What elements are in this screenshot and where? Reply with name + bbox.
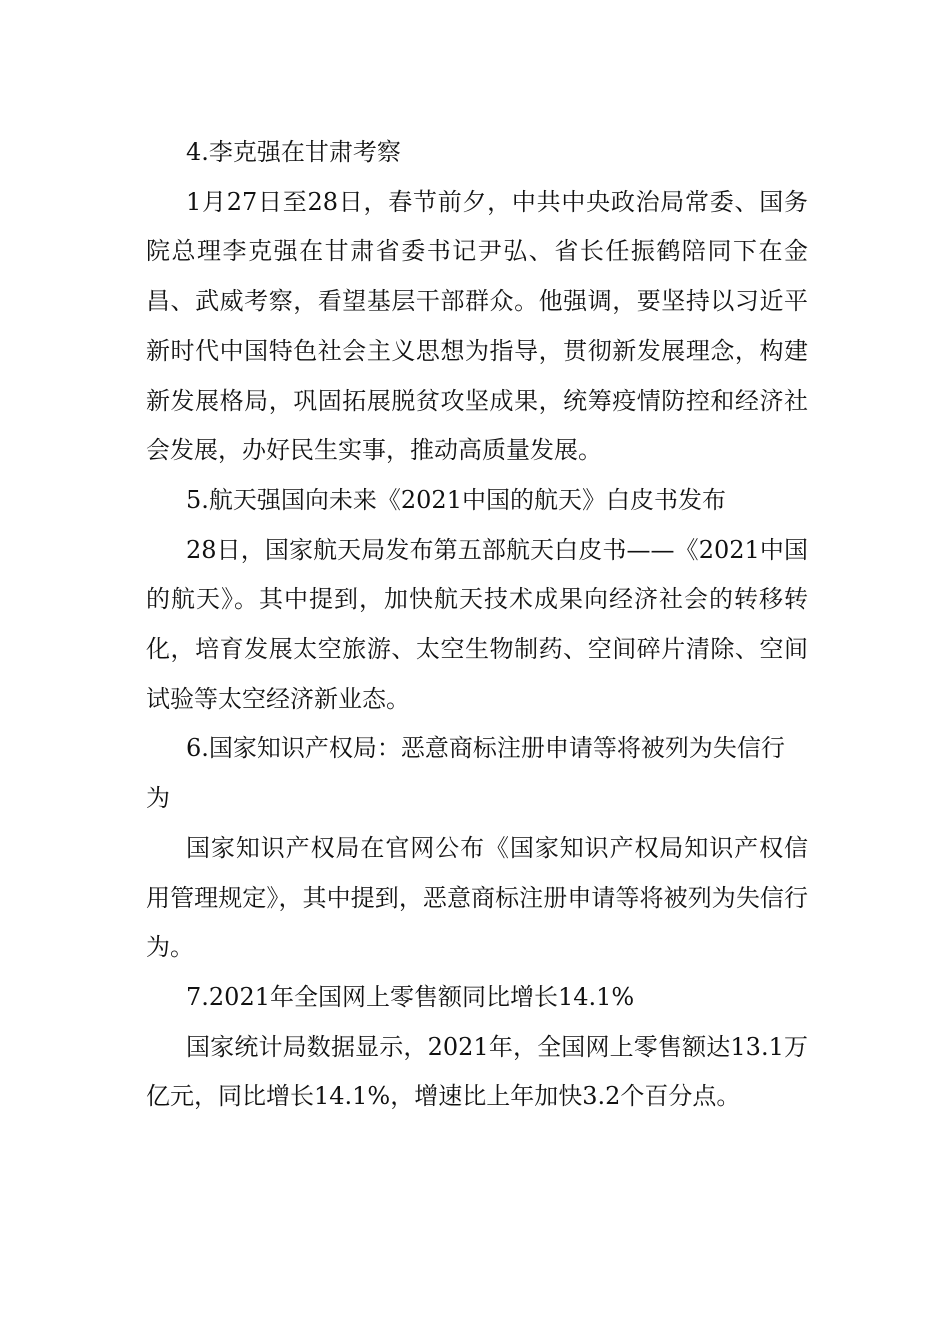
- item-4-body: 1月27日至28日，春节前夕，中共中央政治局常委、国务院总理李克强在甘肃省委书记尹弘、省长任振鹤陪同下在金昌、武威考察，看望基层干部群众。他强调，要坚持以习近平新时代中国特色社会主义思想为指导，贯彻新发展理念，构建新发展格局，巩固拓展脱贫攻坚成果，统筹疫情防控和经济社会发展，办好民生实事，推动高质量发展。: [146, 187, 808, 465]
- item-7-heading: 7.2021年全国网上零售额同比增长14.1%: [186, 982, 635, 1011]
- item-5-heading: 5.航天强国向未来《2021中国的航天》白皮书发布: [186, 485, 726, 514]
- item-7-body: 国家统计局数据显示，2021年，全国网上零售额达13.1万亿元，同比增长14.1%，增速比上年加快3.2个百分点。: [146, 1032, 808, 1111]
- document-page: [146, 128, 808, 1122]
- item-6-body: 国家知识产权局在官网公布《国家知识产权局知识产权信用管理规定》，其中提到，恶意商标注册申请等将被列为失信行为。: [146, 833, 808, 962]
- item-5-body: 28日，国家航天局发布第五部航天白皮书——《2021中国的航天》。其中提到，加快航天技术成果向经济社会的转移转化，培育发展太空旅游、太空生物制药、空间碎片清除、空间试验等太空经济新业态。: [146, 535, 808, 713]
- item-4-heading: 4.李克强在甘肃考察: [186, 138, 401, 166]
- item-6-heading: 6.国家知识产权局：恶意商标注册申请等将被列为失信行为: [146, 734, 785, 813]
